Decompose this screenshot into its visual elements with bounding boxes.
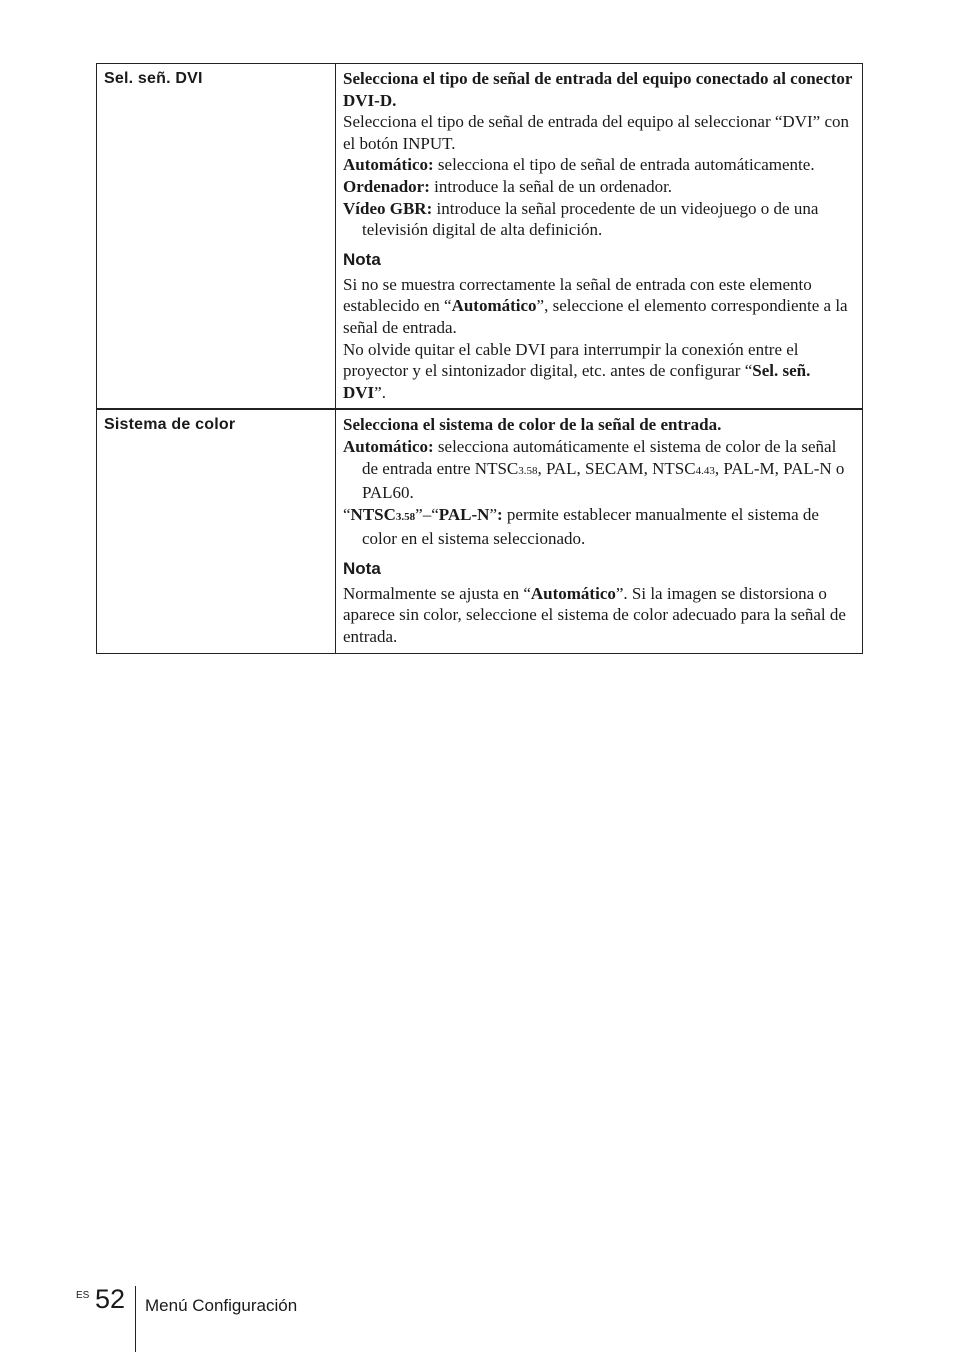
setting-label: Sel. señ. DVI [97,64,336,410]
note-text: Si no se muestra correctamente la señal de entrada con este elemento establecido en “ [343,274,812,316]
option-term: Ordenador: [343,176,430,196]
option-ordenador [343,176,854,198]
table-row [97,64,863,410]
setting-label: Sistema de color [97,409,336,653]
option-term: Automático: [343,436,434,456]
option-text: , PAL-M, PAL-N o PAL60. [362,458,845,503]
quote: “ [343,504,351,524]
quote: ”–“ [415,504,439,524]
settings-table [96,63,863,654]
option-text: permite establecer manualmente el sistema de color en el sistema seleccionado. [362,504,819,549]
option-text: selecciona el tipo de señal de entrada automáticamente. [433,155,815,175]
section-name: Menú Configuración [145,1296,298,1315]
table-row [97,409,863,653]
note-paragraph [343,274,854,339]
option-automatico [343,436,854,504]
note-emphasis: Automático [451,296,537,316]
option-manual [343,504,854,550]
note-emphasis: Sel. señ. DVI [343,361,811,402]
setting-description [336,64,863,410]
option-term: Vídeo GBR: [343,198,433,218]
option-text: selecciona automáticamente el sistema de color de la señal de entrada entre NTSC [362,436,837,478]
note-title: Nota [343,249,381,269]
note-title: Nota [343,558,381,578]
setting-heading: Selecciona el sistema de color de la señal de entrada. [343,415,722,435]
note-paragraph [343,583,854,648]
option-text: , PAL, SECAM, NTSC [537,458,696,478]
note-text: No olvide quitar el cable DVI para interrumpir la conexión entre el proyector y el sintonizador digital, etc. antes de configurar “ [343,339,799,381]
subscript: 3.58 [518,464,538,477]
footer-divider [135,1286,136,1352]
option-colon: : [496,504,503,524]
note-text: ”, seleccione el elemento correspondiente a la señal de entrada. [343,296,848,337]
option-term: NTSC [350,504,396,524]
option-term: PAL-N [438,504,490,524]
note-paragraph [343,339,854,404]
subscript: 3.58 [395,510,416,523]
option-text: introduce la señal de un ordenador. [429,176,673,196]
setting-heading: Selecciona el tipo de señal de entrada del equipo conectado al conector DVI-D. [343,69,853,110]
option-term: Automático: [343,155,434,175]
option-automatico [343,154,854,176]
option-text: introduce la señal procedente de un videojuego o de una televisión digital de alta definición. [362,198,819,240]
note-emphasis: Automático [530,583,616,603]
note-text: ”. [374,382,386,402]
language-code: ES [76,1290,90,1301]
note-text: ”. Si la imagen se distorsiona o aparece sin color, seleccione el sistema de color adecuado para la señal de entrada. [343,583,846,647]
subscript: 4.43 [695,464,715,477]
quote: ” [489,504,497,524]
setting-intro: Selecciona el tipo de señal de entrada del equipo al seleccionar “DVI” con el botón INPUT. [343,112,849,153]
page-number: 52 [95,1284,126,1314]
option-video-gbr [343,198,854,241]
setting-description [336,409,863,653]
note-text: Normalmente se ajusta en “ [343,583,531,603]
